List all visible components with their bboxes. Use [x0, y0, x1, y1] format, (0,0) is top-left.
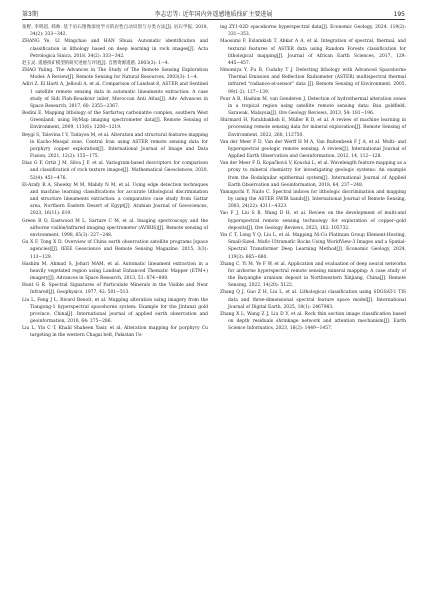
reference-entry: Pour A B, Hashim M, van Genderen J. Detection of hydrothermal alteration zones in a tropical region using satellite remote sensing data: Bau goldfield, Sarawak, Malaysia[J]. Ore Geology Reviews, 2013, 54: 181−196.	[220, 96, 406, 117]
reference-entry: Yin C T, Long Y Q, Liu L, et al. Mapping Ni-Cu Platinum Group Element-Hosting, Small-Sized, Mafic-Ultramafic Rocks Using WorldView-3 Images and a Spatial-Spectral Transformer Deep Learning Method[J]. Economic Geology, 2024, 119(3): 665−680.	[220, 232, 406, 260]
reference-entry: Yao F J, Liu S B, Wang D H, et al. Review on the development of multi-and hyperspectral remote sensing technology for exploration of copper–gold deposits[J]. Ore Geology Reviews, 2023, 162: 105732.	[220, 211, 406, 231]
reference-entry: Shirmard H, Farahbakhsh E, Müller R D, et al. A review of machine learning in processing remote sensing data for mineral exploration[J]. Remote Sensing of Environment, 2022, 268, 112750.	[220, 118, 406, 138]
reference-entry: 张野, 李明超, 韩帅. 基于岩石图像深度学习的岩性自动识别与分类方法[J]. 岩石学报, 2018, 34(2): 333−342.	[22, 25, 208, 38]
reference-entry: Gu X F, Tong X D. Overview of China earth observation satellite programs [space agencies][J]. IEEE Geoscience and Remote Sensing Magazine, 2015, 3(3): 113−129.	[22, 240, 208, 260]
reference-entry: Hashim M, Ahmad S, Johari MAM, et al. Automatic lineament extraction in a heavily vegetated region using Landsat Enhanced Thematic Mapper (ETM+) imagery[J]. Advances in Space Research, 2013, 51: 874−890.	[22, 261, 208, 282]
reference-entry: Liu L, Yin C T, Khalil Shaheen Yasir, et al. Alteration mapping for porphyry Cu targeting in the western Chagai belt, Pakistan Us-	[22, 326, 208, 339]
header-rule	[22, 19, 405, 20]
running-title: 李志忠等: 近年国内外遥感地质找矿主要进展	[154, 11, 273, 18]
reference-entry: Adiri Z, El Harti A, Jellouli A, et al. Comparison of Landsat-8, ASTER and Sentinel 1 satellite remote sensing data in automatic lineaments extraction: A case study of Sidi Flah-Bouskour inlier, Moroccan Anti Atlas[J]. Adv. Advances in Space Research, 2017, 60: 2355−2367.	[22, 82, 208, 109]
running-header	[22, 6, 405, 18]
reference-entry: El-Arafy R A, Shewky M M, Mahdy N M, et al. Using edge detection techniques and machine learning classifications for accurate lithological discrimination and structure lineaments extraction: a comparative case study from Gattar area, Northern Eastern Desert of Egypt[J]. Arabian Journal of Geosciences, 2023, 16(11): 619.	[22, 182, 208, 217]
issue-number: 第3期	[22, 11, 38, 18]
page-number: 195	[393, 11, 405, 18]
reference-entry: Ninomiya Y, Fu B, Cudahy T J. Detecting lithology with Advanced Spaceborne Thermal Emission and Reflection Radiometer (ASTER) multispectral thermal infrared "radiance-at-sensor" data [J]. Remote Sensing of Environment, 2005, 99(1-2): 127−139.	[220, 68, 406, 95]
reference-entry: ZHAO Yuling. The Advances in The Study of The Remote Sensing Exploration Model: A Review[J]. Remote Sensing for Natural Resources, 2003(3): 1−4.	[22, 68, 208, 81]
reference-column-left	[22, 24, 208, 340]
reference-entry: Liu L, Feng J L, Rivard Benoit, et al. Mapping alteration using imagery from the Tiangong-1 hyperspectral spaceborne system: Example for the Jintanzi gold province, China[J]. International journal of applied earth observation and geoinformation, 2018, 64: 275−286.	[22, 297, 208, 325]
reference-entry: Van der Meer F D, Van der Werff H M A, Van Ruitenbeek F J A, et al. Multi- and hyperspectral geologic remote sensing: A review[J]. International Journal of Applied Earth Observation and Geoinformation, 2012, 14, 112−128.	[220, 139, 406, 160]
reference-entry: 赵玉灵. 遥感找矿模型的研究进展与评述[J]. 自然资源遥感, 2003(3): 1−4.	[22, 60, 170, 66]
reference-entry: Bedini E. Mapping lithology of the Sarfartoq carbonatite complex, southern West Greenland, using HyMap imaging spectrometer data[J]. Remote Sensing of Environment, 2009, 113(6): 1208−1219.	[22, 111, 208, 131]
reference-entry: Green R O, Eastwood M L, Sarture C M, et al. Imaging spectroscopy and the airborne visible/infrared imaging spectrometer (AVIRIS)[J]. Remote sensing of environment, 1998, 65(3): 227−248.	[22, 218, 208, 238]
reference-entry: Maosumi F, Eslamkish T, Abkar A A, et al. Integration of spectral, thermal, and textural features of ASTER data using Random Forests classification for lithological mapping[J]. Journal of African Earth Sciences, 2017, 129: 445−457.	[220, 39, 406, 66]
reference-entry: Zhang X L, Wang Z J, Liu D Y, et al. Rock thin section image classification based on depth residuals shrinkage network and attention mechanism[J]. Earth Science Informatics, 2023, 16(2): 1449−1457.	[220, 311, 406, 332]
reference-entry: Díaz G F, Ortiz J M, Silva J F, et al. Variogram-based descriptors for comparison and classification of rock texture images[J]. Mathematical Geosciences, 2020, 52(4): 451−476.	[22, 161, 208, 181]
reference-entry: Hunt G R. Spectral Signatures of Particulate Minerals in the Visible and Near Infrared[J]. Geophysics, 1977, 42: 501−513.	[22, 283, 208, 296]
reference-entry: Yamaguchi Y, Naito C. Spectral indices for lithologic discrimination and mapping by using the ASTER SWIR bands[J]. International Journal of Remote Sensing, 2003, 24(22): 4311−4323.	[220, 189, 406, 210]
reference-entry: Zhang C, Yi M, Ye F W, et al. Application and evaluation of deep neural networks for airborne hyperspectral remote sensing mineral mapping: A case study of the Baiyanghe uranium deposit in Northwestern Xinjiang, China[J]. Remote Sensing, 2022, 14(20): 5122.	[220, 261, 406, 289]
reference-entry: ing ZY1-02D spaceborne hyperspectral data[J]. Economic Geology, 2024, 119(2): 331−353.	[220, 25, 406, 38]
reference-entry: Zhang Q J, Guo Z H, Liu L, et al. Lithological classification using SDGSAT-1 TIS data and three-dimensional spectral feature space model[J]. International Journal of Digital Earth, 2025, 18(1): 2467983.	[220, 290, 406, 310]
reference-entry: ZHANG Ye, LI Mingchao and HAN Shuai. Automatic identification and classification in lithology based on deep learning in rock images[J]. Acta Petrologica Sinica, 2018, 34(2): 333−342.	[22, 39, 208, 59]
reference-column-right	[220, 24, 406, 332]
reference-entry: Van der Meer F D, Kopačková V, Koucká L, et al. Wavelength feature mapping as a proxy to mineral chemistry for investigating geologic systems: An example from the Rodalquilar epithermal system[J]. International Journal of Applied Earth Observation and Geoinformation, 2018, 64, 237−248.	[220, 161, 406, 188]
reference-entry: Beygi S, Talovina I V, Tadayon M, et al. Alteration and structural features mapping in Kacho-Mesqal zone, Central Iran using ASTER remote sensing data for porphyry copper exploration[J]. International Journal of Image and Data Fusion, 2021, 12(2): 155−175.	[22, 132, 208, 160]
